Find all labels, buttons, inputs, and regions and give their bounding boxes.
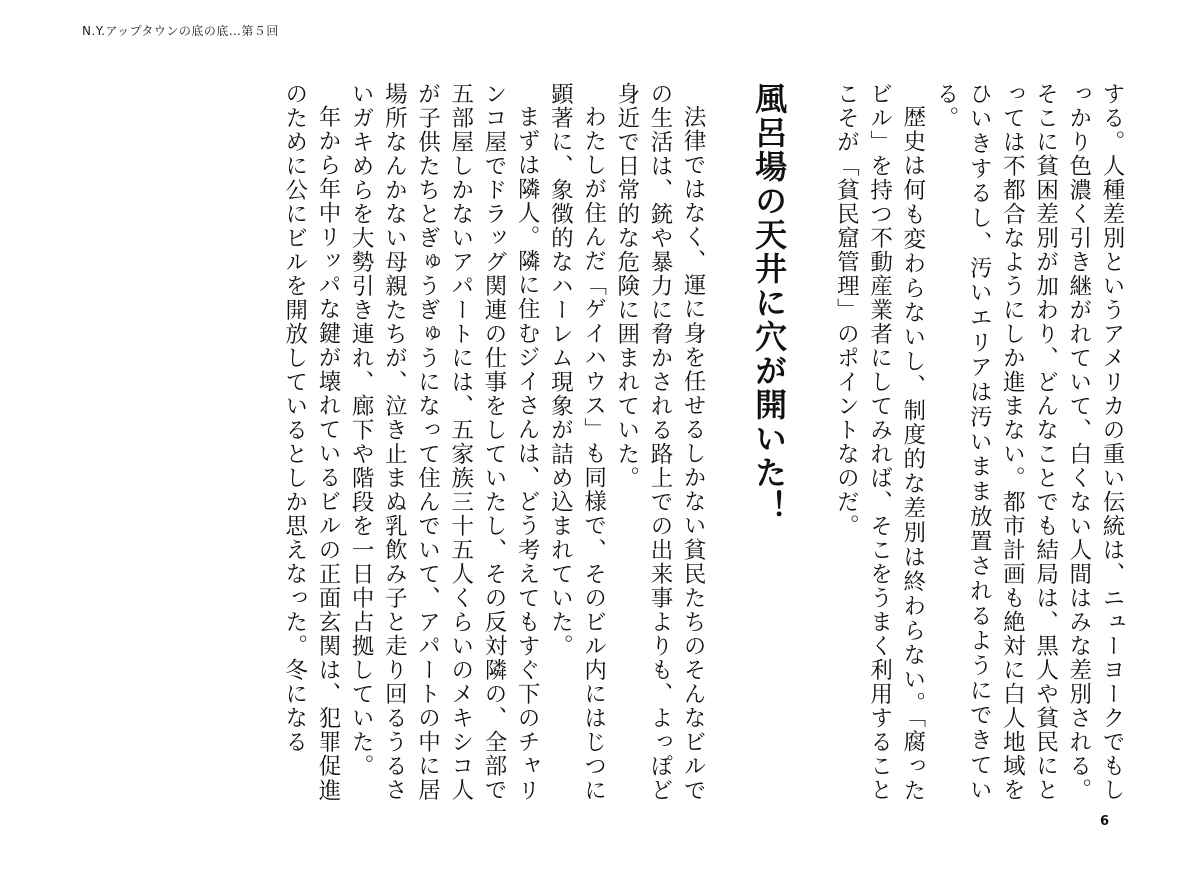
running-header-title: N.Y.アップタウンの底の底…第５回 — [82, 24, 279, 38]
section-heading: 風呂場の天井に穴が開いた！ — [750, 82, 789, 524]
paragraph: わたしが住んだ「ゲイハウス」も同様で、そのビル内にはじつに顕著に、象徴的なハーレム現象が詰め込まれていた。 — [547, 82, 607, 802]
paragraph: まずは隣人。隣に住むジイさんは、どう考えてもすぐ下のチャリンコ屋でドラッグ関連の仕事をしていたし、その反対隣の、全部で五部屋しかないアパートには、五家族三十五人くらいのメキシコ人が子供たちとぎゅうぎゅうになって住んでいて、アパートの中に居場所なんかない母親たちが、泣き止まぬ乳飲み子と走り回るうるさいガキめらを大勢引き連れ、廊下や階段を一日中占拠していた。 — [348, 82, 541, 802]
page-number: 6 — [1100, 814, 1110, 829]
paragraph: 法律ではなく、運に身を任せるしかない貧民たちのそんなビルでの生活は、銃や暴力に脅かされる路上での出来事よりも、よっぽど身近で日常的な危険に囲まれていた。 — [613, 82, 707, 802]
paragraph: 歴史は何も変わらないし、制度的な差別は終わらない。「腐ったビル」を持つ不動産業者にしてみれば、そこをうまく利用することこそが「貧民窟管理」のポイントなのだ。 — [833, 82, 926, 802]
paragraph: する。人種差別というアメリカの重い伝統は、ニューヨークでもしっかり色濃く引き継がれていて、白くない人間はみな差別される。そこに貧困差別が加わり、どんなことでも結局は、黒人や貧民にとっては不都合なようにしか進まない。都市計画も絶対に白人地域をひいきするし、汚いエリアは汚いまま放置されるようにできている。 — [932, 82, 1125, 802]
paragraph: 年から年中リッパな鍵が壊れているビルの正面玄関は、犯罪促進のために公にビルを開放しているとしか思えなった。冬になる — [281, 82, 341, 802]
article-body — [68, 82, 1128, 802]
